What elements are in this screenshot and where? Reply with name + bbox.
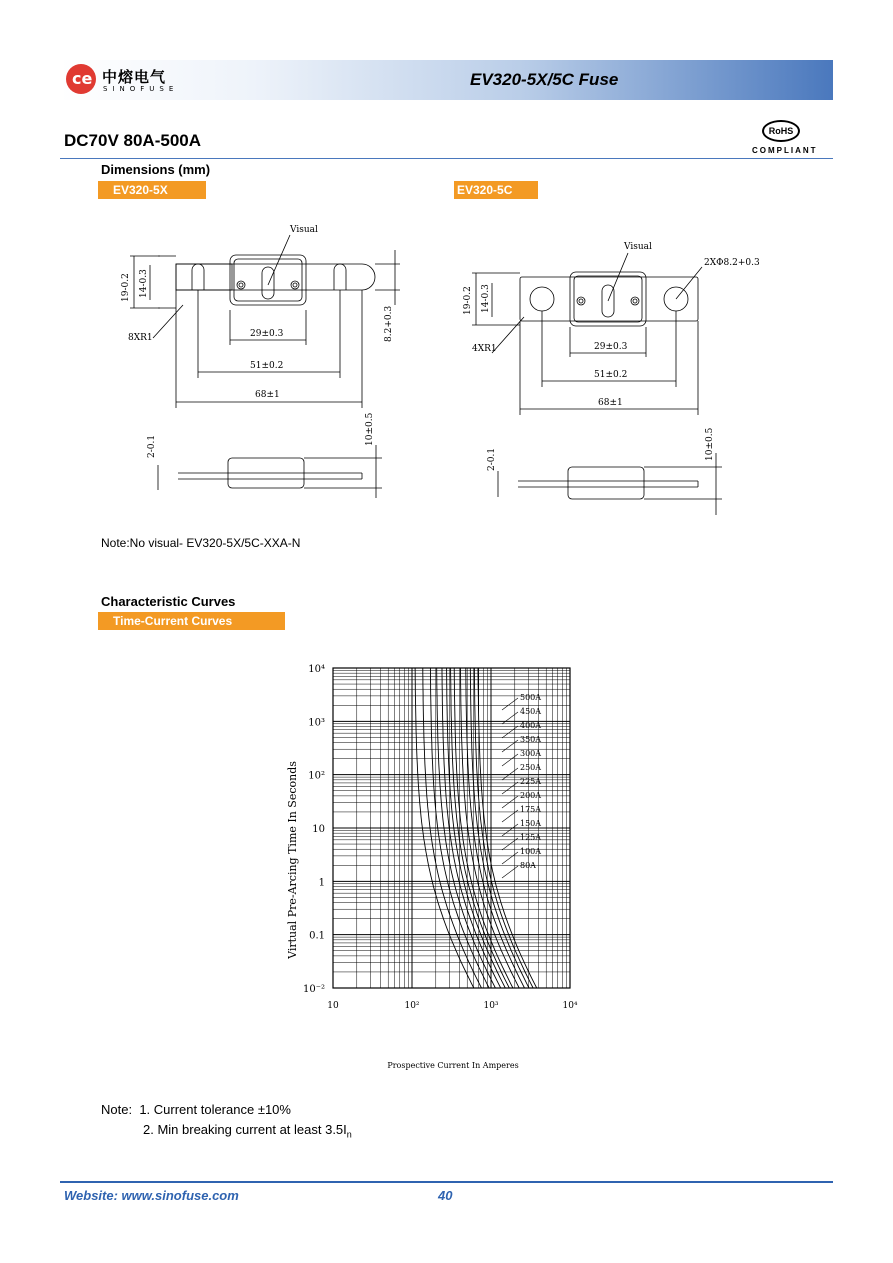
svg-text:8.2+0.3: 8.2+0.3 xyxy=(384,305,394,342)
note-1: 1. Current tolerance ±10% xyxy=(139,1102,291,1117)
x-tick-label: 10² xyxy=(404,1001,420,1011)
no-visual-note: Note:No visual- EV320-5X/5C-XXA-N xyxy=(101,536,301,550)
document-title: EV320-5X/5C Fuse xyxy=(470,70,619,89)
svg-text:Visual: Visual xyxy=(290,225,318,235)
time-current-chart xyxy=(270,660,600,1090)
curve-leader xyxy=(502,768,518,780)
svg-text:4XR1: 4XR1 xyxy=(472,344,497,354)
svg-text:68±1: 68±1 xyxy=(255,390,280,400)
curve-label-175A: 175A xyxy=(520,805,542,814)
curve-leader xyxy=(502,712,518,724)
curve-label-80A: 80A xyxy=(520,861,536,870)
chart-xlabel: Prospective Current In Amperes xyxy=(387,1061,519,1070)
curve-leader xyxy=(502,726,518,738)
note-2: 2. Min breaking current at least $3.5I_n$ xyxy=(143,1122,352,1140)
curve-leader xyxy=(502,782,518,794)
rating-title: DC70V 80A-500A xyxy=(64,131,202,150)
curve-label-100A: 100A xyxy=(520,847,542,856)
svg-text:2-0.1: 2-0.1 xyxy=(147,434,157,458)
svg-text:51±0.2: 51±0.2 xyxy=(594,370,628,380)
footer-rule xyxy=(60,1181,833,1183)
svg-text:2-0.1: 2-0.1 xyxy=(487,447,497,471)
notes-prefix: Note: xyxy=(101,1102,133,1117)
x-tick-label: 10⁴ xyxy=(562,1001,578,1011)
header-rule xyxy=(60,158,833,159)
tab-ev320-5c: EV320-5C xyxy=(454,181,538,199)
svg-text:68±1: 68±1 xyxy=(598,398,623,408)
chart-ylabel: Virtual Pre-Arcing Time In Seconds xyxy=(286,761,299,959)
svg-text:29±0.3: 29±0.3 xyxy=(594,342,628,352)
svg-text:19-0.2: 19-0.2 xyxy=(463,286,473,315)
chart-series-labels xyxy=(502,693,541,878)
svg-text:2XΦ8.2+0.3: 2XΦ8.2+0.3 xyxy=(704,258,760,268)
svg-text:14-0.3: 14-0.3 xyxy=(481,284,491,313)
curve-label-300A: 300A xyxy=(520,749,542,758)
svg-text:51±0.2: 51±0.2 xyxy=(250,361,284,371)
footer-website-link[interactable]: Website: www.sinofuse.com xyxy=(64,1188,239,1203)
curves-heading: Characteristic Curves xyxy=(101,594,236,609)
curve-label-450A: 450A xyxy=(520,707,542,716)
sinofuse-logo xyxy=(66,64,196,98)
curve-leader xyxy=(502,698,518,710)
y-tick-label: 10⁻² xyxy=(302,984,325,995)
curve-leader xyxy=(502,866,518,878)
y-tick-label: 10² xyxy=(308,770,325,782)
x-tick-label: 10³ xyxy=(483,1001,499,1011)
ev320-5x-drawing xyxy=(100,210,400,510)
tab-time-current-curves: Time-Current Curves xyxy=(98,612,285,630)
y-tick-label: 10 xyxy=(312,824,325,835)
y-tick-label: 1 xyxy=(318,877,325,889)
svg-text:Visual: Visual xyxy=(624,242,652,252)
dimensions-heading: Dimensions (mm) xyxy=(101,162,211,177)
svg-text:10±0.5: 10±0.5 xyxy=(705,427,715,461)
curve-leader xyxy=(502,740,518,752)
svg-text:19-0.2: 19-0.2 xyxy=(121,273,131,302)
page-number: 40 xyxy=(438,1188,453,1203)
tab-ev320-5x: EV320-5X xyxy=(98,181,206,199)
curve-label-400A: 400A xyxy=(520,721,542,730)
svg-text:29±0.3: 29±0.3 xyxy=(250,329,284,339)
logo-en-text: SINOFUSE xyxy=(103,85,179,93)
logo-mark-icon: ce xyxy=(66,64,96,94)
rohs-compliant-icon: RoHS COMPLIANT xyxy=(752,120,812,160)
curve-leader xyxy=(502,824,518,836)
curve-label-500A: 500A xyxy=(520,693,542,702)
logo-cn-text: 中熔电气 xyxy=(102,68,167,86)
x-tick-label: 10 xyxy=(327,1001,339,1011)
curve-leader xyxy=(502,852,518,864)
curve-leader xyxy=(502,754,518,766)
curve-label-350A: 350A xyxy=(520,735,542,744)
y-tick-label: 10⁴ xyxy=(308,664,325,675)
svg-text:10±0.5: 10±0.5 xyxy=(365,412,375,446)
curve-label-125A: 125A xyxy=(520,833,542,842)
curve-label-200A: 200A xyxy=(520,791,542,800)
curve-label-250A: 250A xyxy=(520,763,542,772)
notes-block xyxy=(101,1100,352,1145)
ev320-5c-drawing xyxy=(440,225,760,525)
y-tick-label: 0.1 xyxy=(309,930,325,942)
svg-text:14-0.3: 14-0.3 xyxy=(139,269,149,298)
curve-label-150A: 150A xyxy=(520,819,542,828)
curve-label-225A: 225A xyxy=(520,777,542,786)
svg-text:8XR1: 8XR1 xyxy=(128,333,153,343)
y-tick-label: 10³ xyxy=(308,717,325,729)
curve-leader xyxy=(502,796,518,808)
